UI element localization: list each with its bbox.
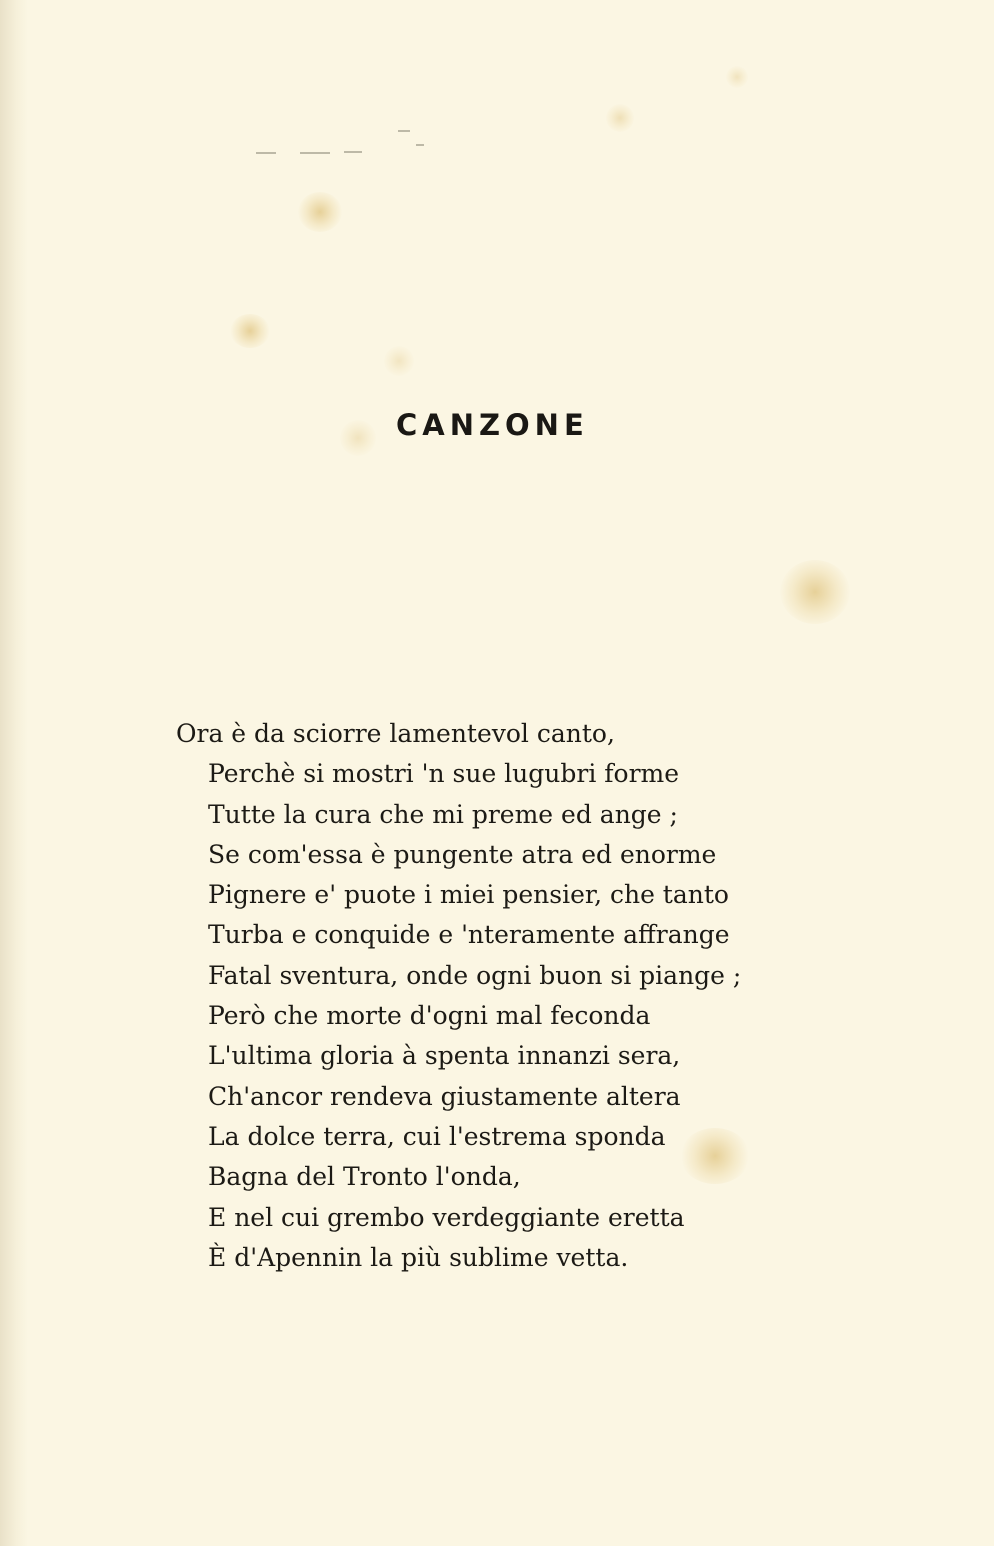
binding-shadow	[0, 0, 28, 1546]
poem-title: CANZONE	[396, 408, 589, 442]
verse-line: Turba e conquide e 'nteramente affrange	[208, 920, 730, 950]
stray-print-mark	[300, 152, 330, 154]
verse-line: E nel cui grembo verdeggiante eretta	[208, 1202, 685, 1232]
verse-line: Fatal sventura, onde ogni buon si piange ;	[208, 960, 742, 990]
verse-line: Pignere e' puote i miei pensier, che tanto	[208, 880, 729, 910]
stray-print-mark	[416, 144, 424, 146]
verse-line: La dolce terra, cui l'estrema sponda	[208, 1121, 666, 1151]
foxing-stain	[726, 66, 748, 88]
verse-line: Perchè si mostri 'n sue lugubri forme	[208, 759, 680, 789]
verse-line: È d'Apennin la più sublime vetta.	[208, 1242, 629, 1272]
verse-line: Però che morte d'ogni mal feconda	[208, 1001, 651, 1031]
verse-line: Se com'essa è pungente atra ed enorme	[208, 839, 717, 869]
foxing-stain	[230, 314, 270, 348]
foxing-stain	[606, 104, 634, 132]
verse-line: Bagna del Tronto l'onda,	[208, 1162, 521, 1192]
foxing-stain	[384, 346, 414, 376]
verse-line: L'ultima gloria à spenta innanzi sera,	[208, 1041, 681, 1071]
verse-line: Ch'ancor rendeva giustamente altera	[208, 1081, 681, 1111]
verse-line: Tutte la cura che mi preme ed ange ;	[208, 799, 678, 829]
verse-line: Ora è da sciorre lamentevol canto,	[176, 719, 615, 748]
foxing-stain	[340, 420, 376, 456]
stray-print-mark	[256, 152, 276, 154]
poem-verses	[176, 714, 876, 1278]
foxing-stain	[298, 192, 342, 232]
foxing-stain	[780, 560, 850, 624]
stray-print-mark	[398, 130, 410, 132]
stray-print-mark	[344, 151, 362, 153]
